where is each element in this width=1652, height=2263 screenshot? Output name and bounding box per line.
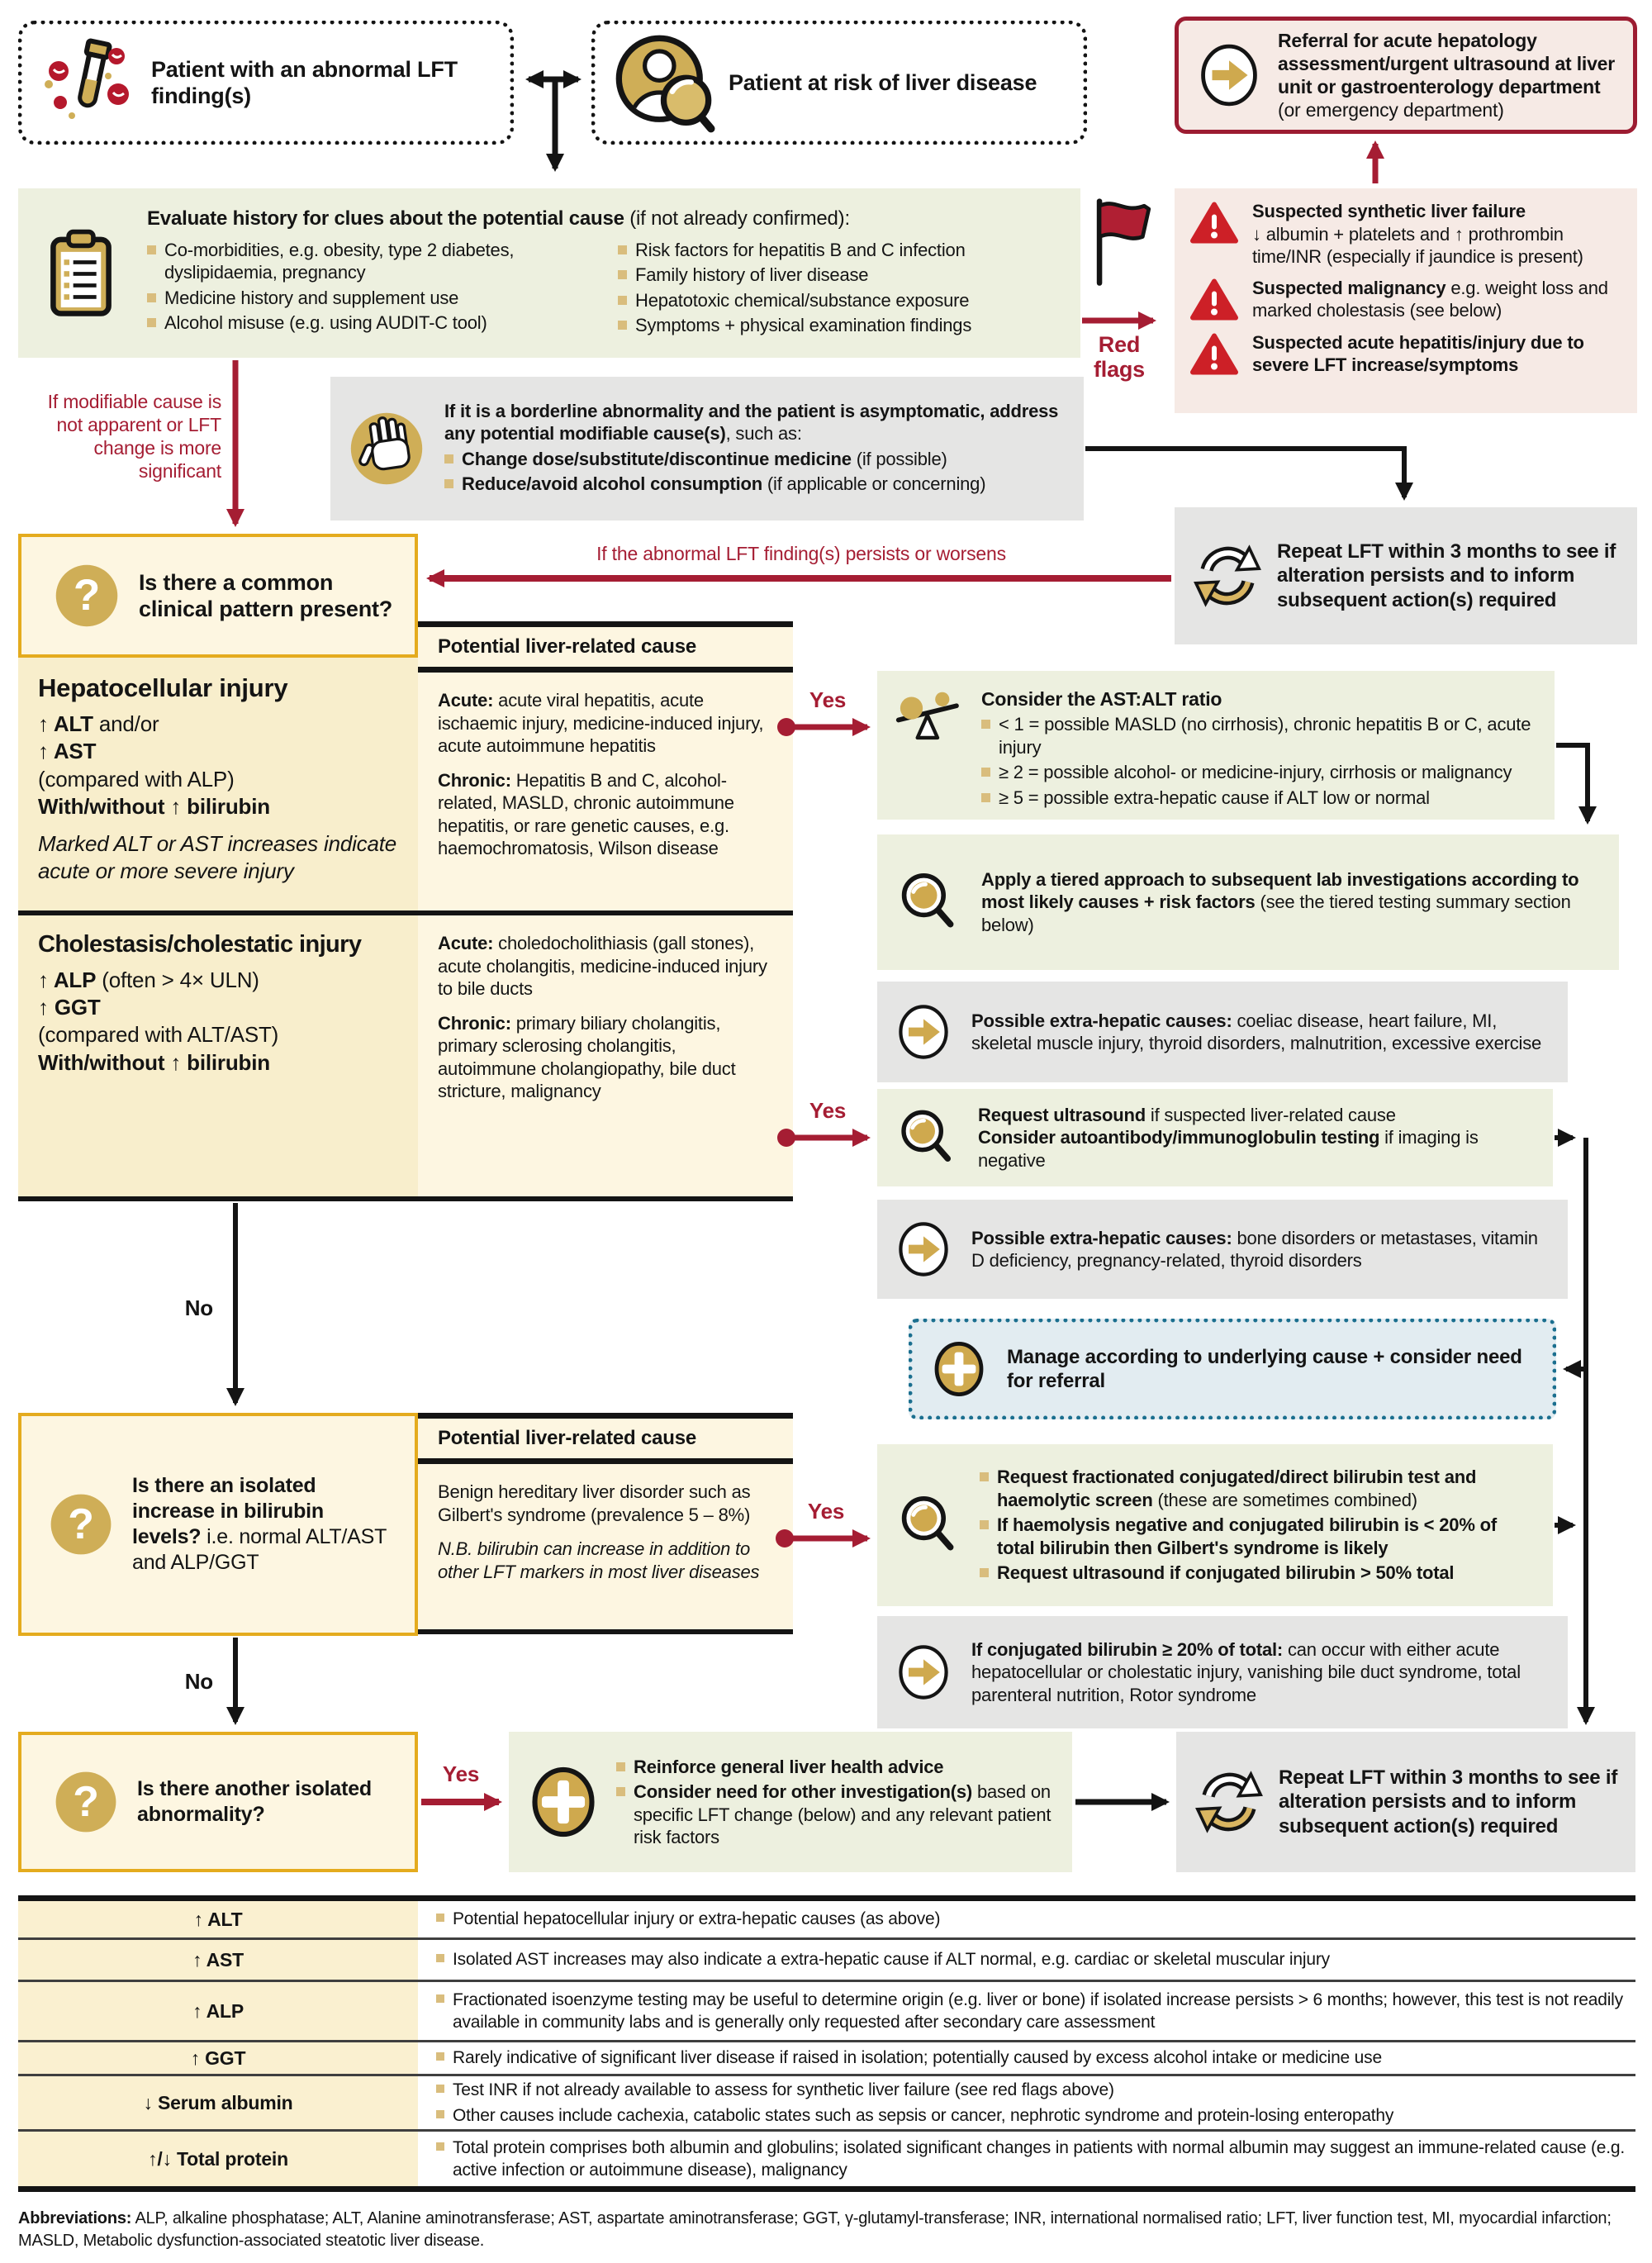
bullet-square-icon (618, 296, 627, 305)
borderline-box (330, 377, 1084, 521)
cholestasis-markers: ↑ ALP (often > 4× ULN) ↑ GGT (compared with ALT/AST) With/without ↑ bilirubin (38, 967, 279, 1075)
pattern-question-box (18, 534, 418, 658)
plus-circle-icon (525, 1762, 601, 1842)
isolated-lft-table (18, 1895, 1635, 2192)
balance-scale-icon (894, 687, 965, 742)
list-item: Symptoms + physical examination findings (618, 314, 1047, 337)
abbreviations (18, 2208, 1634, 2252)
abbreviations-bold: Abbreviations: (18, 2209, 132, 2227)
borderline-title-bold: If it is a borderline abnormality and the patient is asymptomatic, address any potential modifiable cause(s) (444, 400, 1059, 444)
arrow-circle-icon (894, 1643, 953, 1702)
bullet-square-icon (436, 1994, 444, 2003)
magnifier-icon (894, 1105, 960, 1171)
yes-label: Yes (809, 687, 847, 712)
list-item: Total protein comprises both albumin and globulins; isolated significant changes in patients with normal albumin may suggest an immune-related cause (e.g. active infection or autoimmune disease), malignancy (436, 2137, 1627, 2182)
bilirubin-question-box (18, 1413, 418, 1636)
magnifier-icon (894, 1490, 963, 1560)
tiered-approach-text: Apply a tiered approach to subsequent lab investigations according to most likely causes + risk factors (see the tiered testing summary section below) (981, 868, 1579, 935)
bullet-square-icon (618, 270, 627, 279)
cholestasis-title: Cholestasis/cholestatic injury (38, 931, 362, 958)
bilirubin-cause: Benign hereditary liver disorder such as Gilbert's syndrome (prevalence 5 – 8%) (438, 1481, 751, 1525)
hepatocellular-markers: ↑ ALT and/or ↑ AST (compared with ALP) With/without ↑ bilirubin Marked ALT or AST increases indicate acute or more severe injury (38, 711, 398, 886)
evaluate-columns (147, 236, 1047, 340)
bullet-square-icon (436, 1954, 444, 1962)
ast-alt-ratio-box (877, 671, 1555, 820)
arrow-circle-icon (894, 1002, 953, 1062)
bullet-square-icon (980, 1472, 989, 1481)
list-item: Reduce/avoid alcohol consumption (if applicable or concerning) (444, 473, 1067, 496)
blood-test-icon (39, 33, 138, 132)
another-abnormality-text: Is there another isolated abnormality? (137, 1776, 372, 1826)
red-flag-3-bold: Suspected acute hepatitis/injury due to severe LFT increase/symptoms (1252, 331, 1584, 375)
red-flag-2-rest: e.g. weight loss and marked cholestasis (see below) (1252, 277, 1608, 321)
yes-label: Yes (809, 1098, 847, 1123)
bullet-square-icon (616, 1787, 625, 1796)
referral-box (1175, 17, 1637, 134)
list-item: ≥ 2 = possible alcohol- or medicine-injury, cirrhosis or malignancy (981, 761, 1538, 784)
repeat-icon (1191, 540, 1264, 612)
repeat-lft-box-1 (1175, 507, 1637, 644)
bullet-square-icon (436, 2052, 444, 2061)
list-item: If haemolysis negative and conjugated bilirubin is < 20% of total bilirubin then Gilbert's syndrome is likely (980, 1514, 1536, 1559)
red-flag-icon (1087, 197, 1160, 289)
request-ultrasound-box (877, 1089, 1553, 1186)
no-label: No (184, 1669, 213, 1694)
reinforce-advice-content (616, 1753, 1056, 1852)
evaluate-history-content (147, 207, 1047, 339)
ast-alt-title: Consider the AST:ALT ratio (981, 688, 1222, 710)
hepatocellular-note: Marked ALT or AST increases indicate acute or more severe injury (38, 831, 397, 884)
conjugated-bilirubin-box (877, 1616, 1568, 1728)
clipboard-icon (35, 225, 127, 322)
bilirubin-question-text: Is there an isolated increase in bilirubin levels? i.e. normal ALT/AST and ALP/GGT (132, 1473, 387, 1575)
warning-triangle-icon (1189, 277, 1239, 323)
extra-hepatic-box-1 (877, 982, 1568, 1082)
arrow-borderline-to-repeat (1085, 449, 1404, 497)
modifiable-cause-note: If modifiable cause is not apparent or LFT change is more significant (47, 391, 221, 483)
abbreviations-text: ALP, alkaline phosphatase; ALT, Alanine aminotransferase; AST, aspartate aminotransferase; GGT, γ-glutamyl-transferase; INR, international normalised ratio; LFT, liver function test, MI, myocardial infarction; MASLD, Metabolic dysfunction-associated steatotic liver disease. (18, 2209, 1612, 2250)
start-box-at-risk (591, 21, 1087, 145)
bullet-square-icon (618, 245, 627, 254)
warning-triangle-icon (1189, 200, 1239, 246)
bilirubin-tests-content (980, 1463, 1536, 1587)
bullet-square-icon (436, 2110, 444, 2118)
bullet-square-icon (436, 1914, 444, 1922)
list-item: Consider need for other investigation(s) based on specific LFT change (below) and any relevant patient risk factors (616, 1780, 1056, 1849)
extra-hepatic-box-2 (877, 1200, 1568, 1299)
start-box-abnormal-lft-label: Patient with an abnormal LFT finding(s) (151, 56, 458, 108)
bullet-square-icon (981, 793, 990, 802)
persists-note: If the abnormal LFT finding(s) persists or worsens (596, 543, 1006, 564)
hand-stop-icon (347, 409, 426, 488)
ast-alt-content (981, 687, 1538, 811)
list-item: ≥ 5 = possible extra-hepatic cause if ALT low or normal (981, 787, 1538, 810)
plus-circle-icon (929, 1338, 989, 1400)
list-item: Medicine history and supplement use (147, 287, 593, 310)
list-item: Hepatotoxic chemical/substance exposure (618, 289, 1047, 312)
bullet-square-icon (436, 2085, 444, 2093)
bullet-square-icon (147, 318, 156, 327)
bilirubin-cause-cell (418, 1464, 793, 1634)
patient-risk-icon (612, 31, 715, 135)
arrow-circle-icon (1195, 41, 1263, 109)
list-item: Reinforce general liver health advice (616, 1756, 1056, 1779)
request-ultrasound-text: Request ultrasound if suspected liver-related cause Consider autoantibody/immunoglobulin testing if imaging is negative (978, 1104, 1479, 1171)
evaluate-col2 (618, 236, 1047, 340)
cause-header-1: Potential liver-related cause (418, 621, 793, 673)
row-label-ast: ↑ AST (18, 1940, 418, 1980)
extra-hepatic-2-text: Possible extra-hepatic causes: bone disorders or metastases, vitamin D deficiency, pregnancy-related, thyroid disorders (971, 1227, 1538, 1271)
manage-text: Manage according to underlying cause + consider need for referral (1007, 1345, 1522, 1392)
row-label-ggt: ↑ GGT (18, 2042, 418, 2074)
table-row (18, 2042, 1635, 2074)
row-label-total-protein: ↑/↓ Total protein (18, 2132, 418, 2186)
referral-text (1278, 29, 1616, 121)
question-mark-icon (51, 560, 122, 631)
repeat-lft-text: Repeat LFT within 3 months to see if alteration persists and to inform subsequent action(s) required (1277, 540, 1616, 611)
evaluate-history-box (18, 188, 1080, 358)
hepatocellular-title: Hepatocellular injury (38, 673, 288, 702)
list-item: Potential hepatocellular injury or extra-hepatic causes (as above) (436, 1908, 1627, 1930)
table-row (18, 1940, 1635, 1980)
pattern-question-text: Is there a common clinical pattern present? (139, 569, 393, 621)
repeat-lft-text-2: Repeat LFT within 3 months to see if alteration persists and to inform subsequent action(s) required (1279, 1766, 1618, 1837)
row-label-alp: ↑ ALP (18, 1982, 418, 2040)
reinforce-advice-box (509, 1732, 1072, 1872)
table-row (18, 2132, 1635, 2186)
table-row (18, 1901, 1635, 1937)
question-mark-icon (51, 1767, 121, 1837)
list-item: Change dose/substitute/discontinue medicine (if possible) (444, 448, 1067, 471)
bullet-square-icon (618, 321, 627, 330)
start-box-at-risk-label: Patient at risk of liver disease (729, 69, 1037, 95)
tiered-approach-box (877, 834, 1619, 970)
no-label: No (184, 1296, 213, 1320)
red-flag-1-rest: ↓ albumin + platelets and ↑ prothrombin time/INR (especially if jaundice is present) (1252, 223, 1583, 267)
referral-note: (or emergency department) (1278, 99, 1504, 121)
conjugated-bilirubin-text: If conjugated bilirubin ≥ 20% of total: can occur with either acute hepatocellular or cholestatic injury, vanishing bile duct syndrome, total parenteral nutrition, Rotor syndrome (971, 1638, 1521, 1705)
warning-triangle-icon (1189, 331, 1239, 378)
evaluate-title-bold: Evaluate history for clues about the potential cause (147, 207, 624, 231)
cholestasis-causes-cell: Acute: choledocholithiasis (gall stones), acute cholangitis, medicine-induced injury to bile ducts Chronic: primary biliary cholangitis, primary sclerosing cholangitis, autoimmune cholangiopathy, bile duct stricture, malignancy (418, 915, 793, 1201)
list-item: Rarely indicative of significant liver disease if raised in isolation; potentially caused by excess alcohol intake or medicine use (436, 2047, 1627, 2069)
list-item: Co-morbidities, e.g. obesity, type 2 diabetes, dyslipidaemia, pregnancy (147, 239, 593, 284)
bullet-square-icon (980, 1520, 989, 1529)
extra-hepatic-1-text: Possible extra-hepatic causes: coeliac disease, heart failure, MI, skeletal muscle injury, thyroid disorders, malnutrition, excessive exercise (971, 1010, 1542, 1053)
list-item: Request ultrasound if conjugated bilirubin > 50% total (980, 1562, 1536, 1585)
red-flag-item (1189, 331, 1622, 378)
yes-label: Yes (807, 1499, 845, 1524)
evaluate-history-title (147, 207, 1047, 231)
bullet-square-icon (147, 293, 156, 302)
list-item: Risk factors for hepatitis B and C infection (618, 239, 1047, 262)
list-item: Family history of liver disease (618, 264, 1047, 287)
red-flags-box (1175, 188, 1637, 413)
cause-header-2: Potential liver-related cause (418, 1413, 793, 1464)
bilirubin-cause-note: N.B. bilirubin can increase in addition to other LFT markers in most liver diseases (438, 1538, 760, 1582)
yes-label: Yes (442, 1761, 480, 1786)
referral-bold: Referral for acute hepatology assessment/urgent ultrasound at liver unit or gastroenterology department (1278, 29, 1616, 97)
bullet-square-icon (444, 479, 453, 488)
list-item: Isolated AST increases may also indicate a extra-hepatic cause if ALT normal, e.g. cardiac or skeletal muscular injury (436, 1948, 1627, 1971)
red-flag-2-bold: Suspected malignancy (1252, 277, 1446, 298)
arrow-astalt-to-tiered (1556, 745, 1588, 821)
bullet-square-icon (981, 720, 990, 729)
start-box-abnormal-lft (18, 21, 514, 145)
bullet-square-icon (436, 2142, 444, 2151)
red-flag-1-bold: Suspected synthetic liver failure (1252, 201, 1526, 221)
magnifier-icon (894, 868, 963, 937)
bullet-square-icon (147, 245, 156, 254)
row-label-alt: ↑ ALT (18, 1901, 418, 1937)
hepatocellular-causes-cell: Acute: acute viral hepatitis, acute ischaemic injury, medicine-induced injury, acute autoimmune hepatitis Chronic: Hepatitis B and C, alcohol-related, MASLD, chronic autoimmune hepatitis, or rare genetic causes, e.g. haemochromatosis, Wilson disease (418, 673, 793, 915)
bullet-square-icon (981, 768, 990, 777)
manage-box (909, 1319, 1556, 1419)
cholestasis-cell (18, 915, 418, 1201)
hepatocellular-cell (18, 658, 418, 915)
list-item: Other causes include cachexia, catabolic states such as sepsis or cancer, nephrotic syndrome and protein-losing enteropathy (436, 2104, 1627, 2127)
bilirubin-tests-box (877, 1444, 1553, 1606)
list-item: Request fractionated conjugated/direct bilirubin test and haemolytic screen (these are sometimes combined) (980, 1466, 1536, 1511)
red-flag-item (1189, 200, 1622, 269)
list-item: Test INR if not already available to assess for synthetic liver failure (see red flags above) (436, 2079, 1627, 2101)
table-row (18, 2076, 1635, 2129)
question-mark-icon (46, 1490, 116, 1559)
another-abnormality-box (18, 1732, 418, 1872)
bullet-square-icon (616, 1762, 625, 1771)
repeat-icon (1193, 1766, 1265, 1838)
list-item: Fractionated isoenzyme testing may be useful to determine origin (e.g. liver or bone) if isolated increase persists > 6 months; however, this test is not readily available in community labs and is generally only requested after secondary care assessment (436, 1989, 1627, 2034)
borderline-content (444, 400, 1067, 498)
evaluate-col1 (147, 236, 593, 340)
row-label-albumin: ↓ Serum albumin (18, 2076, 418, 2129)
evaluate-title-rest: (if not already confirmed): (624, 207, 850, 231)
borderline-title-rest: , such as: (725, 423, 802, 444)
list-item: Alcohol misuse (e.g. using AUDIT-C tool) (147, 311, 593, 335)
bullet-square-icon (980, 1568, 989, 1577)
red-flags-label: Red flags (1093, 332, 1146, 383)
repeat-lft-box-2 (1176, 1732, 1635, 1872)
list-item: < 1 = possible MASLD (no cirrhosis), chronic hepatitis B or C, acute injury (981, 713, 1538, 758)
red-flag-item (1189, 277, 1622, 323)
table-row (18, 1982, 1635, 2040)
arrow-circle-icon (894, 1219, 953, 1279)
bullet-square-icon (444, 454, 453, 464)
